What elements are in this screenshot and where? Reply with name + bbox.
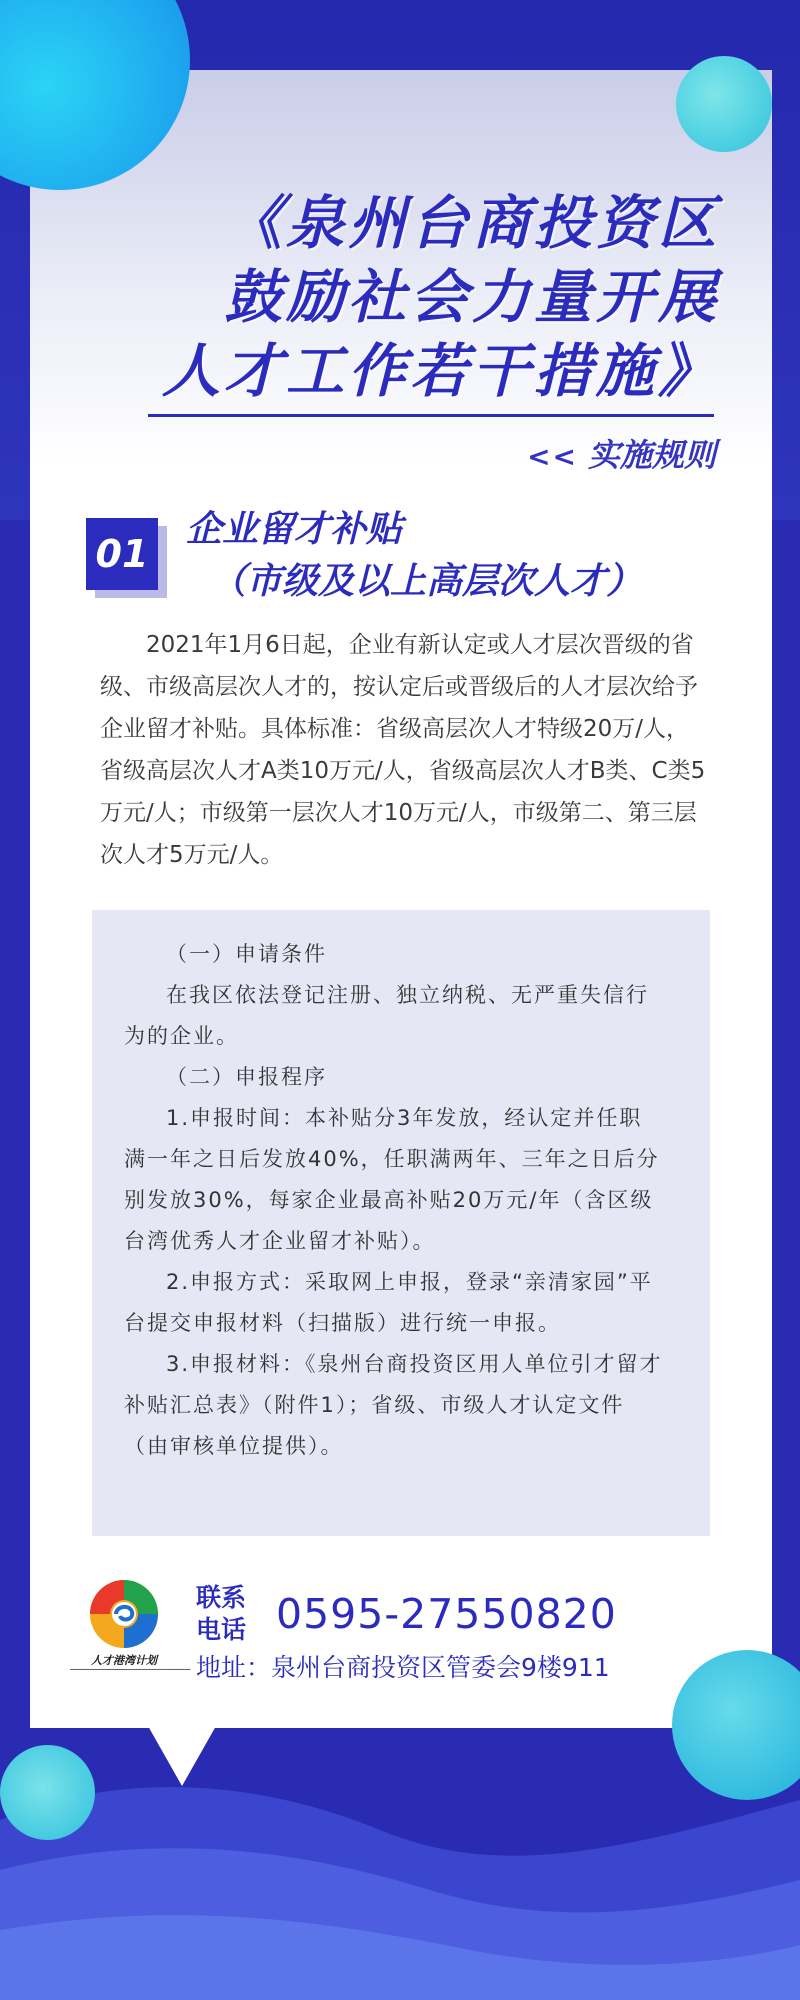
title-line-2: 鼓励社会力量开展 [223, 263, 720, 331]
logo-subtext-decoration: ━━━━━━━━━━━━━━━━━━━━━━━━━━━━━━━━━━━━━━━━ [70, 1667, 191, 1673]
details-content [124, 934, 664, 1467]
page-title [100, 186, 720, 408]
subtitle-text: 实施规则 [587, 436, 716, 474]
logo-text: 人才港湾计划 [91, 1654, 157, 1667]
card-speech-tail [148, 1726, 216, 1786]
section-number-badge: 01 [86, 518, 158, 590]
phone-number[interactable]: 0595-27550820 [276, 1590, 617, 1638]
title-line-1: 《泉州台商投资区 [223, 189, 720, 257]
phone-label-line-2: 电话 [196, 1615, 247, 1644]
decor-circle-bottom-left [0, 1745, 95, 1840]
section-title-line-2: （市级及以上高层次人才） [210, 561, 643, 602]
procedure-item-method: 2.申报方式：采取网上申报，登录“亲清家园”平台提交申报材料（扫描版）进行统一申报。 [124, 1270, 653, 1335]
procedure-item-materials: 3.申报材料：《泉州台商投资区用人单位引才留才补贴汇总表》（附件1）；省级、市级人才认定文件（由审核单位提供）。 [124, 1352, 663, 1458]
procedure-heading: （二）申报程序 [166, 1065, 327, 1089]
bottom-waves-decoration [0, 1760, 800, 2000]
address-text: 地址：泉州台商投资区管委会9楼911 [196, 1653, 610, 1682]
conditions-heading: （一）申请条件 [166, 942, 327, 966]
phone-label-line-1: 联系 [196, 1583, 247, 1612]
subtitle [440, 432, 716, 480]
phone-label [196, 1582, 256, 1646]
section-title [186, 504, 726, 608]
procedure-item-time: 1.申报时间：本补贴分3年发放，经认定并任职满一年之日后发放40%，任职满两年、三年之日后分别发放30%，每家企业最高补贴20万元/年（含区级台湾优秀人才企业留才补贴）。 [124, 1106, 660, 1253]
section-intro-paragraph: 2021年1月6日起，企业有新认定或人才层次晋级的省级、市级高层次人才的，按认定后或晋级后的人才层次给予企业留才补贴。具体标准：省级高层次人才特级20万/人，省级高层次人才A类10万元/人，省级高层次人才B类、C类5万元/人；市级第一层次人才10万元/人，市级第二、第三层次人才5万元/人。 [100, 632, 706, 868]
swirl-logo-icon [70, 1576, 178, 1652]
details-panel [92, 910, 710, 1536]
title-line-3: 人才工作若干措施》 [161, 337, 720, 405]
section-title-line-1: 企业留才补贴 [186, 509, 403, 550]
title-underline [148, 414, 714, 417]
decor-circle-top-right [676, 56, 772, 152]
double-chevron-left-icon: << [527, 440, 578, 473]
talent-harbor-logo [70, 1576, 191, 1676]
conditions-text: 在我区依法登记注册、独立纳税、无严重失信行为的企业。 [124, 983, 649, 1048]
